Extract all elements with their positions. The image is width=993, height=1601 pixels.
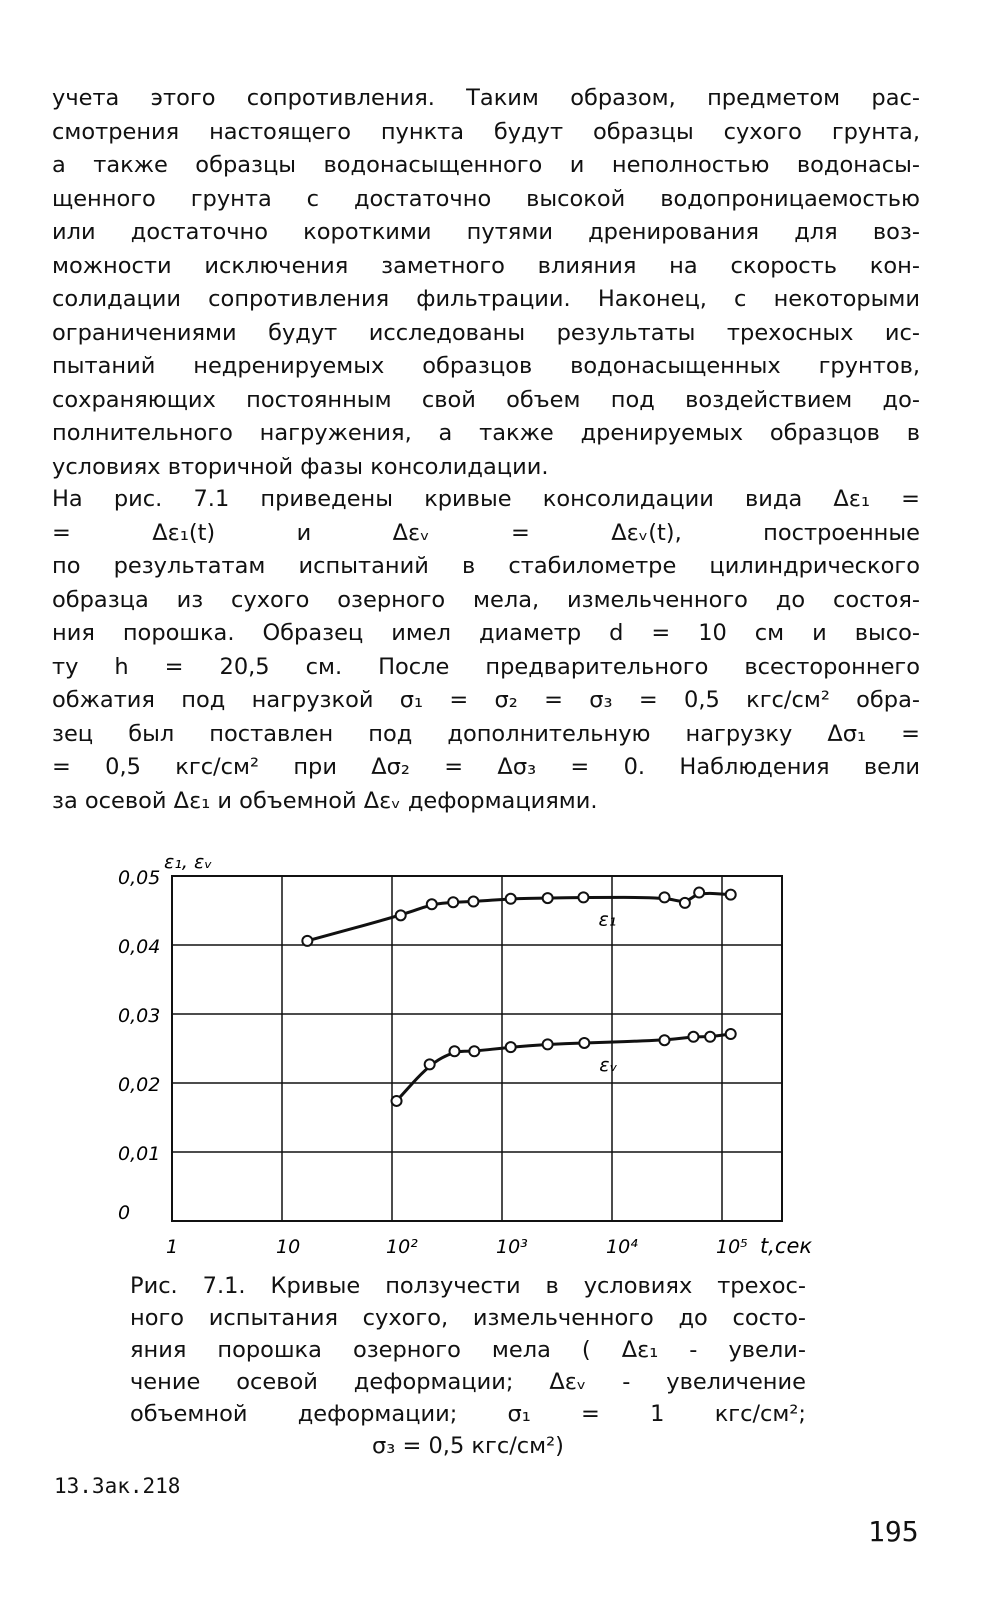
p1-line: можности исключения заметного влияния на скорость кон- xyxy=(52,252,920,279)
y-axis-label: ε₁, εᵥ xyxy=(164,851,213,873)
data-point xyxy=(694,888,704,898)
series-line xyxy=(397,1034,731,1101)
p2-line: по результатам испытаний в стабилометре цилиндрического xyxy=(52,553,920,579)
data-point xyxy=(579,1038,589,1048)
data-point xyxy=(427,899,437,909)
data-point xyxy=(392,1096,402,1106)
p2-line: = Δε₁(t) и Δεᵥ = Δεᵥ(t), построенные xyxy=(52,519,920,546)
p2-line: зец был поставлен под дополнительную нагрузку Δσ₁ = xyxy=(52,720,920,747)
footer-order-mark: 13.Зак.218 xyxy=(54,1474,181,1498)
data-point xyxy=(468,897,478,907)
p2-line: ту h = 20,5 см. После предварительного всестороннего xyxy=(52,653,920,680)
series-label: εᵥ xyxy=(599,1053,618,1076)
cap-line: ного испытания сухого, измельченного до состо- xyxy=(130,1305,806,1331)
p1-line: щенного грунта с достаточно высокой водопроницаемостью xyxy=(52,185,920,212)
data-point xyxy=(543,893,553,903)
p1-line: условиях вторичной фазы консолидации. xyxy=(52,453,549,480)
x-tick-label: 10⁵ xyxy=(716,1236,748,1258)
data-point xyxy=(425,1059,435,1069)
p2-line: за осевой Δε₁ и объемной Δεᵥ деформациями. xyxy=(52,787,598,814)
cap-line: чение осевой деформации; Δεᵥ - увеличение xyxy=(130,1369,806,1395)
cap-line: объемной деформации; σ₁ = 1 кгс/см²; xyxy=(130,1401,806,1427)
y-tick-label: 0 xyxy=(118,1202,131,1224)
p1-line: пытаний недренируемых образцов водонасыщенных грунтов, xyxy=(52,353,920,379)
series-label: ε₁ xyxy=(598,908,617,931)
y-tick-label: 0,01 xyxy=(118,1143,161,1165)
x-tick-label: 10³ xyxy=(496,1236,528,1258)
p2-line: обжатия под нагрузкой σ₁ = σ₂ = σ₃ = 0,5 кгс/см² обра- xyxy=(52,687,920,713)
data-point xyxy=(578,892,588,902)
x-tick-label: 10 xyxy=(276,1236,301,1258)
data-point xyxy=(469,1046,479,1056)
page-number: 195 xyxy=(868,1515,919,1548)
p1-line: или достаточно короткими путями дренирования для воз- xyxy=(52,219,920,245)
data-point xyxy=(659,892,669,902)
data-point xyxy=(302,936,312,946)
p1-line: а также образцы водонасыщенного и неполностью водонасы- xyxy=(52,152,920,178)
p2-line: = 0,5 кгс/см² при Δσ₂ = Δσ₃ = 0. Наблюдения вели xyxy=(52,754,920,780)
p2-line: образца из сухого озерного мела, измельченного до состоя- xyxy=(52,586,920,613)
cap-line: яния порошка озерного мела ( Δε₁ - увели- xyxy=(130,1337,806,1363)
figure-caption xyxy=(130,1270,806,1462)
y-tick-label: 0,03 xyxy=(118,1005,161,1027)
data-point xyxy=(450,1046,460,1056)
p1-line: сохраняющих постоянным свой объем под воздействием до- xyxy=(52,386,920,413)
p2-line: На рис. 7.1 приведены кривые консолидации вида Δε₁ = xyxy=(52,486,920,512)
x-tick-label: 10⁴ xyxy=(606,1236,638,1258)
y-tick-label: 0,05 xyxy=(118,867,161,889)
data-point xyxy=(705,1032,715,1042)
paragraph-1 xyxy=(52,82,920,484)
cap-line: Рис. 7.1. Кривые ползучести в условиях трехос- xyxy=(130,1273,806,1299)
cap-line: σ₃ = 0,5 кгс/см²) xyxy=(372,1433,564,1459)
p1-line: учета этого сопротивления. Таким образом, предметом рас- xyxy=(52,85,920,111)
x-axis-label: t,сек xyxy=(760,1234,813,1258)
data-point xyxy=(506,1042,516,1052)
data-point xyxy=(726,1029,736,1039)
data-point xyxy=(726,890,736,900)
data-point xyxy=(448,897,458,907)
data-point xyxy=(396,910,406,920)
data-point xyxy=(506,894,516,904)
paragraph-2 xyxy=(52,483,920,818)
x-tick-label: 10² xyxy=(386,1236,418,1258)
y-tick-label: 0,04 xyxy=(118,936,161,958)
p1-line: полнительного нагружения, а также дренируемых образцов в xyxy=(52,420,920,446)
p1-line: ограничениями будут исследованы результаты трехосных ис- xyxy=(52,319,920,346)
p1-line: смотрения настоящего пункта будут образцы сухого грунта, xyxy=(52,118,920,145)
p2-line: ния порошка. Образец имел диаметр d = 10 см и высо- xyxy=(52,620,920,646)
data-point xyxy=(680,898,690,908)
data-point xyxy=(688,1032,698,1042)
y-tick-label: 0,02 xyxy=(118,1074,161,1096)
data-point xyxy=(659,1035,669,1045)
x-tick-label: 1 xyxy=(166,1236,179,1258)
p1-line: солидации сопротивления фильтрации. Наконец, с некоторыми xyxy=(52,286,920,312)
data-point xyxy=(543,1039,553,1049)
